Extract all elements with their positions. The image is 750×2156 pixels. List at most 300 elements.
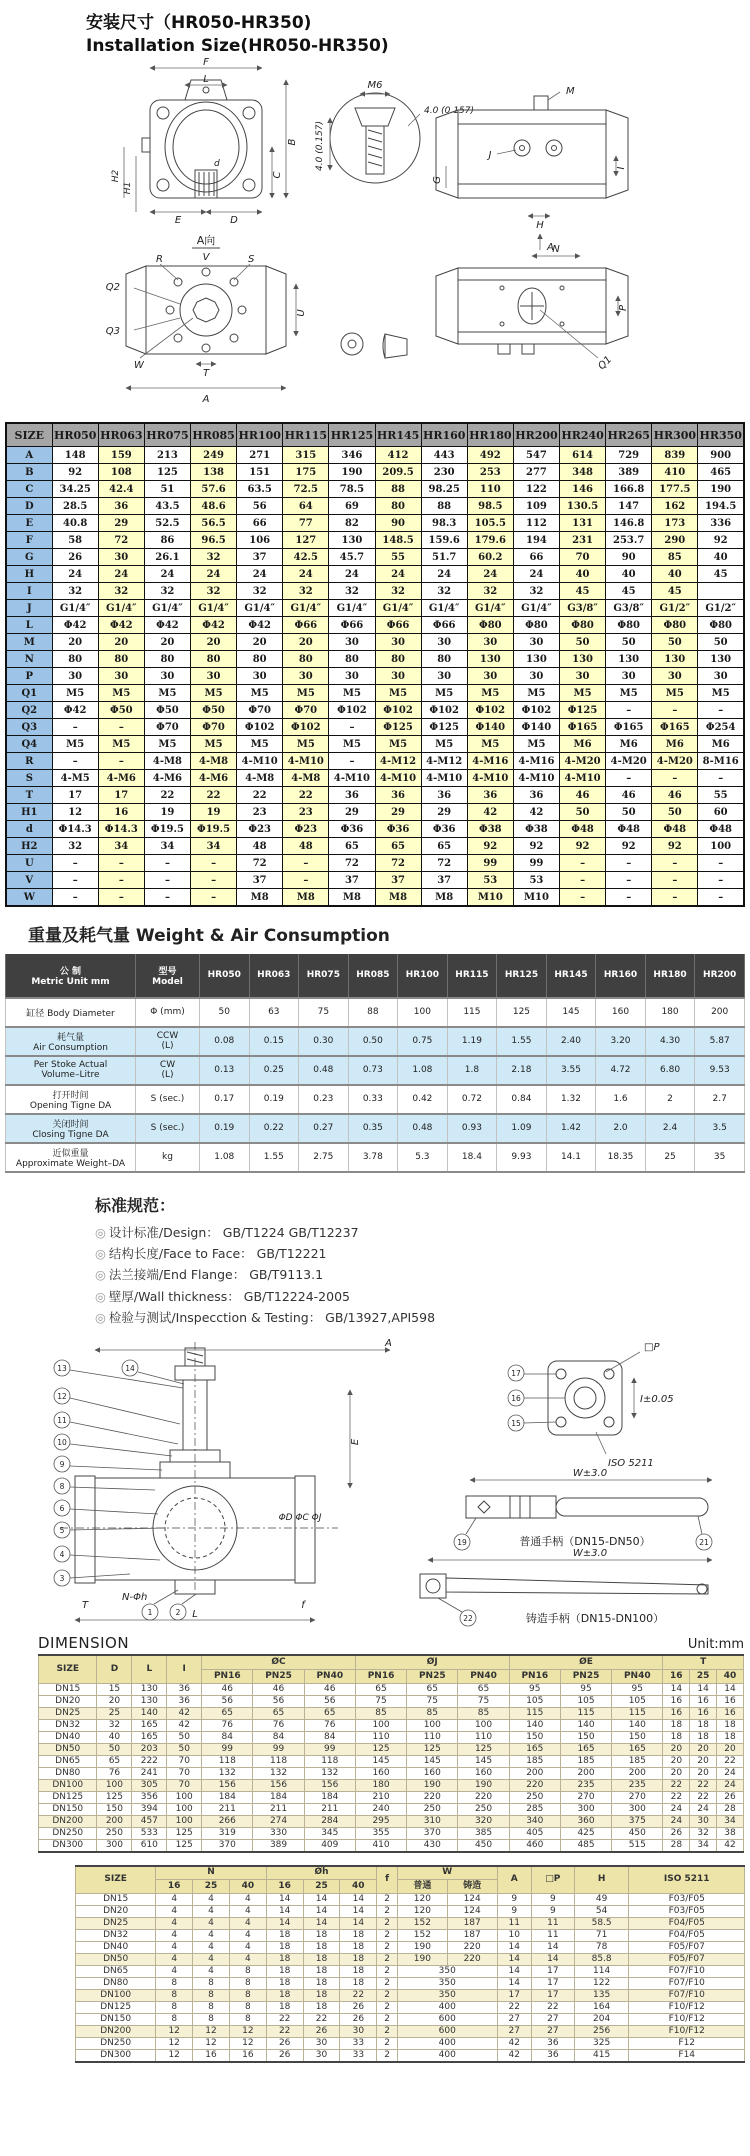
- value-cell: 18: [303, 1930, 340, 1942]
- value-cell: 24: [663, 1803, 690, 1815]
- value-cell: 11: [497, 1918, 531, 1930]
- value-cell: 29: [375, 804, 421, 821]
- callout-8: 8: [59, 1482, 65, 1492]
- value-cell: 125: [167, 1839, 202, 1852]
- value-cell: 32: [690, 1827, 717, 1839]
- size-cell: DN25: [76, 1918, 156, 1930]
- value-cell: 194: [513, 532, 559, 549]
- weight-column-header: HR115: [447, 954, 497, 998]
- value-cell: 50: [698, 634, 744, 651]
- value-cell: 8: [156, 1990, 193, 2002]
- value-cell: 185: [560, 1755, 611, 1767]
- column-header: HR240: [560, 423, 606, 447]
- size-cell: DN32: [76, 1930, 156, 1942]
- value-cell: G1/4″: [52, 600, 98, 617]
- value-cell: 22: [497, 2002, 531, 2014]
- value-cell: 63: [249, 998, 299, 1027]
- standard-item: [95, 1222, 750, 1243]
- value-cell: 65: [304, 1707, 355, 1719]
- value-cell: 147: [606, 498, 652, 515]
- value-cell: 30: [98, 549, 144, 566]
- value-cell: 6.80: [645, 1056, 695, 1085]
- value-cell: M10: [467, 889, 513, 906]
- value-cell: 230: [421, 464, 467, 481]
- value-cell: 533: [132, 1827, 167, 1839]
- value-cell: 9: [531, 1894, 574, 1906]
- value-cell: –: [98, 719, 144, 736]
- value-cell: M5: [283, 685, 329, 702]
- value-cell: 18.35: [596, 1143, 646, 1172]
- value-cell: M5: [237, 736, 283, 753]
- value-cell: 4-M10: [513, 770, 559, 787]
- value-cell: Φ140: [513, 719, 559, 736]
- value-cell: 36: [167, 1695, 202, 1707]
- value-cell: Φ140: [467, 719, 513, 736]
- value-cell: 4: [193, 1954, 230, 1966]
- value-cell: 8: [193, 1978, 230, 1990]
- value-cell: 4.72: [596, 1056, 646, 1085]
- value-cell: 17: [52, 787, 98, 804]
- value-cell: 200: [560, 1767, 611, 1779]
- value-cell: 450: [458, 1839, 509, 1852]
- value-cell: –: [98, 872, 144, 889]
- value-cell: 2.0: [596, 1114, 646, 1143]
- value-cell: 90: [375, 515, 421, 532]
- row-label: [6, 1027, 136, 1056]
- dimension-row: [39, 1731, 744, 1743]
- value-cell: 360: [560, 1815, 611, 1827]
- value-cell: –: [698, 872, 744, 889]
- weight-column-header: HR160: [596, 954, 646, 998]
- value-cell: 34.25: [52, 481, 98, 498]
- value-cell: –: [652, 872, 698, 889]
- dimension-row: [76, 2014, 745, 2026]
- weight-header-row: [6, 954, 745, 998]
- value-cell: Φ14.3: [98, 821, 144, 838]
- group-header: ØC: [202, 1655, 356, 1669]
- value-cell: 98.25: [421, 481, 467, 498]
- callout-1: 1: [147, 1608, 153, 1618]
- value-cell: 250: [407, 1803, 458, 1815]
- value-cell: 32: [513, 583, 559, 600]
- row-label: [6, 998, 136, 1027]
- value-cell: 187: [447, 1918, 497, 1930]
- value-cell: 220: [447, 1942, 497, 1954]
- value-cell: –: [329, 753, 375, 770]
- value-cell: 14: [531, 1942, 574, 1954]
- value-cell: Φ42: [52, 617, 98, 634]
- value-cell: 22: [144, 787, 190, 804]
- dim-label-J: J: [488, 149, 492, 161]
- value-cell: –: [144, 889, 190, 906]
- value-cell: Φ38: [513, 821, 559, 838]
- value-cell: 4-M10: [375, 770, 421, 787]
- value-cell: M5: [560, 685, 606, 702]
- value-cell: 4: [193, 1906, 230, 1918]
- col-header: D: [97, 1655, 132, 1683]
- value-cell: 58: [52, 532, 98, 549]
- unit-line: (L): [161, 1070, 174, 1081]
- value-cell: 34: [690, 1839, 717, 1852]
- value-cell: 140: [509, 1719, 560, 1731]
- value-cell: 26: [266, 2038, 303, 2050]
- callout-22: 22: [463, 1614, 473, 1624]
- plain-handle-label: 普通手柄（DN15-DN50）: [519, 1535, 651, 1549]
- value-cell: 17: [531, 1966, 574, 1978]
- value-cell: 50: [606, 804, 652, 821]
- dimension-row: [76, 1978, 745, 1990]
- value-cell: 15: [97, 1683, 132, 1695]
- size-cell: DN200: [76, 2026, 156, 2038]
- dim-label-E: E: [174, 214, 182, 226]
- value-cell: 412: [375, 447, 421, 464]
- value-cell: Φ38: [467, 821, 513, 838]
- value-cell: Φ70: [191, 719, 237, 736]
- value-cell: M6: [606, 736, 652, 753]
- sub-header: 40: [717, 1669, 744, 1683]
- value-cell: 350: [397, 1990, 497, 2002]
- callout-13: 13: [57, 1364, 67, 1374]
- value-cell: 187: [447, 1930, 497, 1942]
- value-cell: Φ102: [329, 702, 375, 719]
- value-cell: 0.42: [398, 1085, 448, 1114]
- value-cell: Φ80: [652, 617, 698, 634]
- value-cell: 4: [193, 1894, 230, 1906]
- value-cell: 400: [397, 2002, 497, 2014]
- value-cell: –: [98, 753, 144, 770]
- value-cell: 125: [407, 1743, 458, 1755]
- value-cell: 34: [144, 838, 190, 855]
- value-cell: 348: [560, 464, 606, 481]
- value-cell: 34: [717, 1815, 744, 1827]
- sub-header: PN16: [509, 1669, 560, 1683]
- column-header: HR085: [191, 423, 237, 447]
- value-cell: 20: [144, 634, 190, 651]
- value-cell: 839: [652, 447, 698, 464]
- value-cell: 200: [97, 1815, 132, 1827]
- value-cell: 145: [546, 998, 596, 1027]
- column-header: HR350: [698, 423, 744, 447]
- value-cell: 30: [98, 668, 144, 685]
- value-cell: Φ102: [237, 719, 283, 736]
- value-cell: 32: [52, 838, 98, 855]
- value-cell: 20: [690, 1767, 717, 1779]
- iso-cell: F04/F05: [629, 1930, 745, 1942]
- unit-cell: [136, 1143, 200, 1172]
- value-cell: 485: [560, 1839, 611, 1852]
- value-cell: 36: [513, 787, 559, 804]
- value-cell: M5: [652, 685, 698, 702]
- value-cell: 138: [191, 464, 237, 481]
- sub-header: 25: [690, 1669, 717, 1683]
- install-row: [6, 889, 744, 906]
- value-cell: 26: [340, 2002, 377, 2014]
- value-cell: 32: [191, 583, 237, 600]
- value-cell: 14: [303, 1918, 340, 1930]
- dim-label-E-valve: E: [350, 1438, 361, 1446]
- value-cell: 125: [355, 1743, 406, 1755]
- value-cell: 145: [407, 1755, 458, 1767]
- col-header: L: [132, 1655, 167, 1683]
- value-cell: 256: [574, 2026, 629, 2038]
- value-cell: 3.55: [546, 1056, 596, 1085]
- standard-item-text: 壁厚/Wall thickness： GB/T12224-2005: [108, 1288, 350, 1304]
- install-row: [6, 600, 744, 617]
- value-cell: Φ80: [698, 617, 744, 634]
- dimension-row: [39, 1815, 744, 1827]
- value-cell: M5: [52, 685, 98, 702]
- row-label: H2: [6, 838, 52, 855]
- value-cell: 18: [717, 1731, 744, 1743]
- size-cell: DN15: [39, 1683, 97, 1695]
- value-cell: 18: [266, 1930, 303, 1942]
- value-cell: 4-M8: [283, 770, 329, 787]
- value-cell: M5: [98, 736, 144, 753]
- value-cell: 78.5: [329, 481, 375, 498]
- value-cell: M5: [375, 736, 421, 753]
- value-cell: 274: [253, 1815, 304, 1827]
- callout-10: 10: [57, 1438, 67, 1448]
- value-cell: 28: [717, 1803, 744, 1815]
- value-cell: 24: [717, 1779, 744, 1791]
- value-cell: M5: [144, 685, 190, 702]
- header-line: 型号: [158, 966, 177, 977]
- value-cell: M5: [98, 685, 144, 702]
- value-cell: 35: [695, 1143, 745, 1172]
- value-cell: 124: [447, 1894, 497, 1906]
- value-cell: 51.7: [421, 549, 467, 566]
- value-cell: 3.20: [596, 1027, 646, 1056]
- value-cell: –: [606, 770, 652, 787]
- value-cell: 4: [156, 1942, 193, 1954]
- value-cell: 0.30: [299, 1027, 349, 1056]
- value-cell: 200: [695, 998, 745, 1027]
- value-cell: 70: [167, 1755, 202, 1767]
- value-cell: 30: [237, 668, 283, 685]
- row-label: H1: [6, 804, 52, 821]
- value-cell: 1.55: [249, 1143, 299, 1172]
- value-cell: Φ48: [652, 821, 698, 838]
- value-cell: 266: [202, 1815, 253, 1827]
- value-cell: 156: [253, 1779, 304, 1791]
- value-cell: 84: [253, 1731, 304, 1743]
- value-cell: –: [191, 889, 237, 906]
- value-cell: 152: [397, 1918, 447, 1930]
- col-header: SIZE: [39, 1655, 97, 1683]
- install-row: [6, 872, 744, 889]
- small-parts: [341, 333, 407, 358]
- value-cell: M8: [375, 889, 421, 906]
- standard-item-text: 结构长度/Face to Face： GB/T12221: [108, 1246, 327, 1262]
- value-cell: 12: [156, 2026, 193, 2038]
- value-cell: 185: [509, 1755, 560, 1767]
- value-cell: 8: [156, 2002, 193, 2014]
- value-cell: –: [52, 872, 98, 889]
- value-cell: 109: [513, 498, 559, 515]
- value-cell: 600: [397, 2026, 497, 2038]
- value-cell: 190: [407, 1779, 458, 1791]
- value-cell: 2: [377, 2026, 398, 2038]
- value-cell: 315: [283, 447, 329, 464]
- value-cell: 277: [513, 464, 559, 481]
- value-cell: 900: [698, 447, 744, 464]
- dim-label-B: B: [287, 138, 298, 146]
- value-cell: 209.5: [375, 464, 421, 481]
- row-label: S: [6, 770, 52, 787]
- value-cell: 350: [397, 1978, 497, 1990]
- value-cell: 110: [458, 1731, 509, 1743]
- value-cell: 457: [132, 1815, 167, 1827]
- a-view-label: A向: [196, 233, 216, 247]
- callout-2: 2: [175, 1608, 181, 1618]
- value-cell: 130: [132, 1683, 167, 1695]
- value-cell: 4: [156, 1918, 193, 1930]
- weight-column-header: HR050: [200, 954, 250, 998]
- sub-header: 16: [266, 1880, 303, 1894]
- value-cell: 14: [303, 1894, 340, 1906]
- install-row: [6, 447, 744, 464]
- value-cell: 150: [97, 1803, 132, 1815]
- install-row: [6, 719, 744, 736]
- value-cell: –: [698, 770, 744, 787]
- value-cell: M5: [191, 736, 237, 753]
- value-cell: 32: [467, 583, 513, 600]
- value-cell: 185: [612, 1755, 663, 1767]
- value-cell: 40: [97, 1731, 132, 1743]
- value-cell: 122: [574, 1978, 629, 1990]
- value-cell: Φ125: [375, 719, 421, 736]
- value-cell: 200: [612, 1767, 663, 1779]
- header-line: Model: [152, 976, 183, 987]
- value-cell: 77: [283, 515, 329, 532]
- dim1-header-row-1: [39, 1655, 744, 1669]
- value-cell: 2: [377, 2038, 398, 2050]
- value-cell: 56: [304, 1695, 355, 1707]
- value-cell: 2: [377, 1990, 398, 2002]
- dim-label-N-oh: N-Φh: [122, 1592, 148, 1604]
- value-cell: Φ42: [237, 617, 283, 634]
- value-cell: 105: [612, 1695, 663, 1707]
- value-cell: 100: [355, 1719, 406, 1731]
- value-cell: 64: [283, 498, 329, 515]
- value-cell: –: [52, 719, 98, 736]
- value-cell: 20: [98, 634, 144, 651]
- value-cell: 24: [467, 566, 513, 583]
- value-cell: 270: [560, 1791, 611, 1803]
- value-cell: –: [606, 889, 652, 906]
- weight-section-title: 重量及耗气量 Weight & Air Consumption: [28, 925, 390, 946]
- iso-cell: F07/F10: [629, 1978, 745, 1990]
- dimension-header: [38, 1634, 744, 1652]
- row-label: G: [6, 549, 52, 566]
- dim-label-W1: W±3.0: [572, 1468, 608, 1480]
- value-cell: 300: [97, 1839, 132, 1852]
- value-cell: 66: [237, 515, 283, 532]
- dim-label-H1: H1: [123, 181, 133, 195]
- value-cell: M5: [283, 736, 329, 753]
- value-cell: 165: [560, 1743, 611, 1755]
- value-cell: M5: [144, 736, 190, 753]
- value-cell: 65: [458, 1683, 509, 1695]
- value-cell: 70: [167, 1779, 202, 1791]
- value-cell: 85: [652, 549, 698, 566]
- value-cell: 190: [397, 1942, 447, 1954]
- value-cell: 0.93: [447, 1114, 497, 1143]
- value-cell: 18: [303, 1966, 340, 1978]
- row-label: d: [6, 821, 52, 838]
- sub-header: PN40: [612, 1669, 663, 1683]
- value-cell: 95: [560, 1683, 611, 1695]
- callout-5: 5: [59, 1526, 65, 1536]
- value-cell: 37: [237, 549, 283, 566]
- weight-column-header: HR125: [497, 954, 547, 998]
- col-header: A: [497, 1866, 531, 1894]
- value-cell: 18: [266, 2002, 303, 2014]
- value-cell: Φ80: [467, 617, 513, 634]
- iso-cell: F10/F12: [629, 2002, 745, 2014]
- value-cell: 10: [497, 1930, 531, 1942]
- col-header: f: [377, 1866, 398, 1894]
- value-cell: 108: [98, 464, 144, 481]
- value-cell: 9: [531, 1906, 574, 1918]
- value-cell: 165: [132, 1731, 167, 1743]
- callout-12: 12: [57, 1392, 67, 1402]
- sub-header: PN25: [560, 1669, 611, 1683]
- value-cell: 249: [191, 447, 237, 464]
- value-cell: 92: [698, 532, 744, 549]
- value-cell: 28.5: [52, 498, 98, 515]
- value-cell: 22: [340, 1990, 377, 2002]
- value-cell: 130: [132, 1695, 167, 1707]
- dimension-row: [39, 1827, 744, 1839]
- value-cell: G1/4″: [421, 600, 467, 617]
- value-cell: 2: [377, 2014, 398, 2026]
- value-cell: 30: [303, 2038, 340, 2050]
- value-cell: 24: [329, 566, 375, 583]
- value-cell: Φ102: [421, 702, 467, 719]
- value-cell: G1/2″: [698, 600, 744, 617]
- dim-label-N: N: [552, 243, 560, 255]
- value-cell: 45: [606, 583, 652, 600]
- value-cell: 165: [132, 1719, 167, 1731]
- install-row: [6, 702, 744, 719]
- value-cell: 45: [698, 566, 744, 583]
- dimension-row: [76, 1906, 745, 1918]
- value-cell: –: [144, 855, 190, 872]
- value-cell: Φ165: [606, 719, 652, 736]
- value-cell: 5.87: [695, 1027, 745, 1056]
- value-cell: 63.5: [237, 481, 283, 498]
- value-cell: –: [52, 889, 98, 906]
- install-row: [6, 583, 744, 600]
- sub-header: 25: [193, 1880, 230, 1894]
- row-label: Q1: [6, 685, 52, 702]
- value-cell: G1/4″: [283, 600, 329, 617]
- value-cell: 4: [156, 1954, 193, 1966]
- value-cell: Φ165: [652, 719, 698, 736]
- column-header: HR125: [329, 423, 375, 447]
- value-cell: Φ50: [191, 702, 237, 719]
- install-row: [6, 549, 744, 566]
- dim-label-dcj: ΦD ΦC ΦJ: [278, 1513, 322, 1524]
- value-cell: 118: [253, 1755, 304, 1767]
- value-cell: 177.5: [652, 481, 698, 498]
- value-cell: –: [191, 855, 237, 872]
- cast-handle-label: 铸造手柄（DN15-DN100）: [525, 1612, 665, 1626]
- value-cell: 547: [513, 447, 559, 464]
- header-line: Metric Unit mm: [31, 976, 110, 987]
- iso-cell: F10/F12: [629, 2026, 745, 2038]
